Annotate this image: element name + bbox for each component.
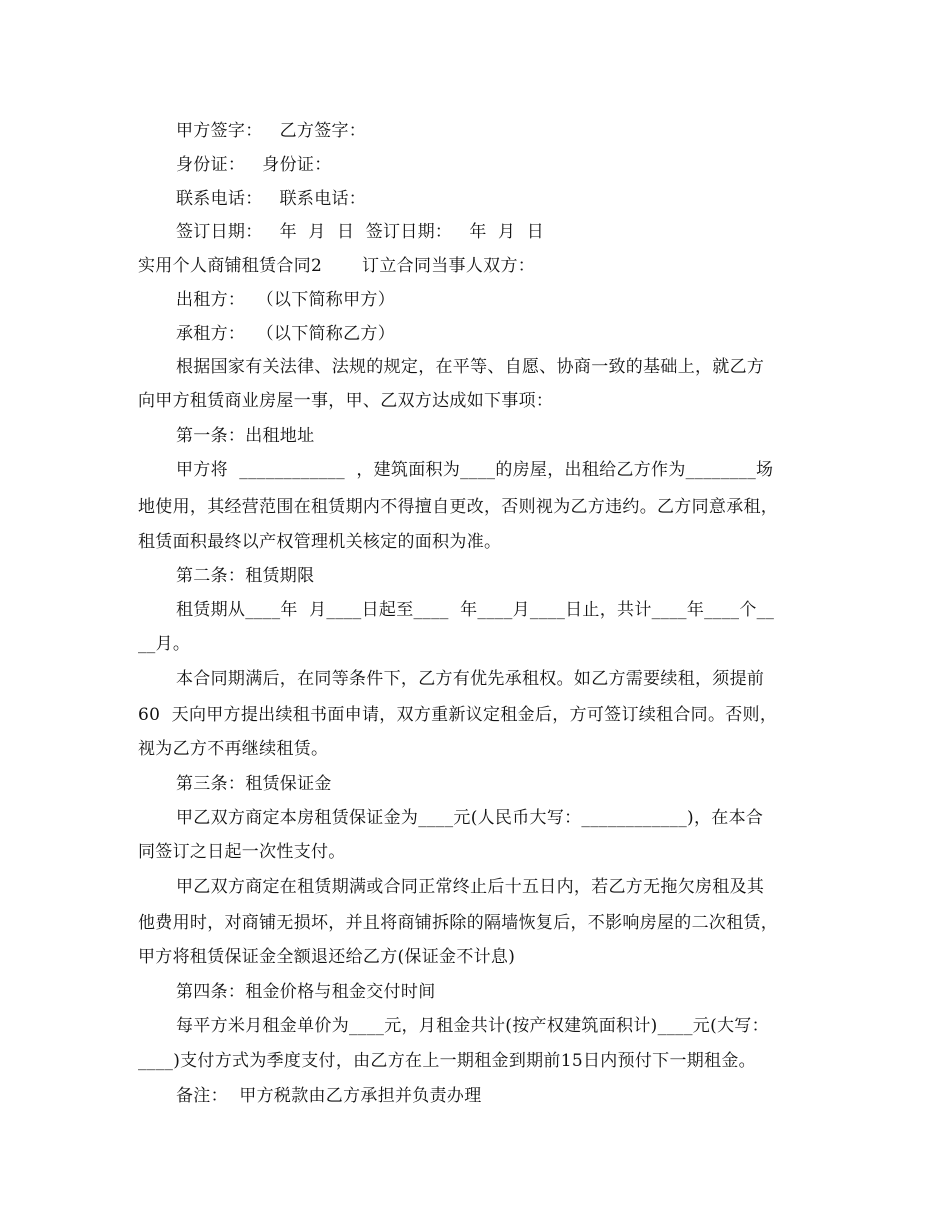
- article-1-heading: 第一条：出租地址: [176, 426, 315, 446]
- sign-date-line: 签订日期： 年 月 日 签订日期： 年 月 日: [176, 222, 545, 242]
- contract-title-line: 实用个人商铺租赁合同2 订立合同当事人双方：: [138, 256, 536, 276]
- article-3-line-1: 甲乙双方商定本房租赁保证金为____元(人民币大写：____________)，在本合: [176, 808, 764, 828]
- remark-line: 备注： 甲方税款由乙方承担并负责办理: [176, 1086, 482, 1106]
- refund-line-2: 他费用时，对商铺无损坏，并且将商铺拆除的隔墙恢复后，不影响房屋的二次租赁，: [138, 913, 779, 933]
- preamble-line-1: 根据国家有关法律、法规的规定，在平等、自愿、协商一致的基础上，就乙方: [176, 357, 765, 377]
- article-2-line-2: __月。: [138, 634, 191, 654]
- article-4-line-1: 每平方米月租金单价为____元，月租金共计(按产权建筑面积计)____元(大写：: [176, 1016, 769, 1036]
- article-3-line-2: 同签订之日起一次性支付。: [138, 842, 346, 862]
- lessor-line: 出租方： （以下简称甲方）: [176, 290, 396, 310]
- refund-line-1: 甲乙双方商定在租赁期满或合同正常终止后十五日内，若乙方无拖欠房租及其: [176, 877, 765, 897]
- article-2-line-1: 租赁期从____年 月____日起至____ 年____月____日止，共计____年____个__: [176, 600, 775, 620]
- renewal-line-3: 视为乙方不再继续租赁。: [138, 739, 329, 759]
- preamble-line-2: 向甲方租赁商业房屋一事，甲、乙双方达成如下事项：: [138, 391, 554, 411]
- article-4-heading: 第四条：租金价格与租金交付时间: [176, 982, 436, 1002]
- article-3-heading: 第三条：租赁保证金: [176, 774, 332, 794]
- article-2-heading: 第二条：租赁期限: [176, 566, 315, 586]
- signature-line-party-a-b: 甲方签字： 乙方签字：: [176, 121, 367, 141]
- article-1-line-1: 甲方将 ____________ ，建筑面积为____的房屋，出租给乙方作为________场: [176, 460, 774, 480]
- refund-line-3: 甲方将租赁保证金全额退还给乙方(保证金不计息): [138, 947, 516, 967]
- article-1-line-2: 地使用，其经营范围在租赁期内不得擅自更改，否则视为乙方违约。乙方同意承租，: [138, 497, 779, 517]
- phone-line: 联系电话： 联系电话：: [176, 189, 367, 209]
- article-4-line-2: ____)支付方式为季度支付，由乙方在上一期租金到期前15日内预付下一期租金。: [138, 1051, 756, 1071]
- id-card-line: 身份证： 身份证：: [176, 155, 332, 175]
- lessee-line: 承租方： （以下简称乙方）: [176, 324, 396, 344]
- renewal-line-1: 本合同期满后，在同等条件下，乙方有优先承租权。如乙方需要续租，须提前: [176, 669, 765, 689]
- article-1-line-3: 租赁面积最终以产权管理机关核定的面积为准。: [138, 532, 502, 552]
- renewal-line-2: 60 天向甲方提出续租书面申请，双方重新议定租金后，方可签订续租合同。否则，: [138, 705, 778, 725]
